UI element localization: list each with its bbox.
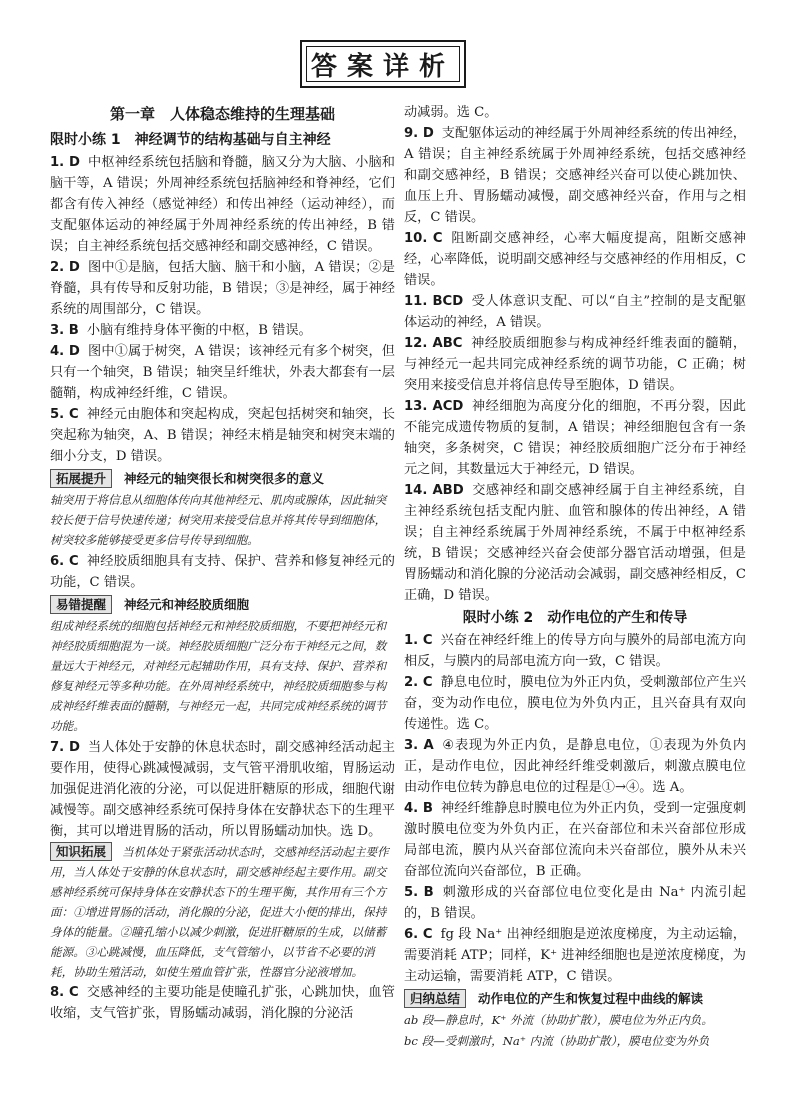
answer-text: 神经元由胞体和突起构成，突起包括树突和轴突，长突起称为轴突，A、B 错误；神经末梢是轴突和树突末端的细小分支，D 错误。 xyxy=(50,407,395,464)
note-box-body: 轴突用于将信息从细胞体传向其他神经元、肌肉或腺体，因此轴突较长便于信号快速传递；树突用来接受信息并将其传导到细胞体，树突较多能够接受更多信号传导到细胞。 xyxy=(50,493,387,547)
note-box-heading xyxy=(404,988,746,1010)
answer-continued: 动减弱。选 C。 xyxy=(404,105,498,120)
note-tag: 归纳总结 xyxy=(404,989,466,1008)
answer-item xyxy=(404,396,746,480)
answer-label: 7. D xyxy=(50,740,80,755)
answer-text: 受人体意识支配、可以“自主”控制的是支配躯体运动的神经，A 错误。 xyxy=(404,294,746,330)
answer-item xyxy=(404,228,746,291)
answer-text: 神经胶质细胞参与构成神经纤维表面的髓鞘，与神经元一起共同完成神经系统的调节功能，C 正确；树突用来接受信息并将信息传导至胞体，D 错误。 xyxy=(404,336,747,393)
answer-label: 3. B xyxy=(50,323,79,338)
note-box-body: 组成神经系统的细胞包括神经元和神经胶质细胞，不要把神经元和神经胶质细胞混为一谈。神经胶质细胞广泛分布于神经元之间，数量远大于神经元，对神经元起辅助作用，具有支持、保护、营养和修复神经元等多种功能。在外周神经系统中，神经胶质细胞参与构成神经纤维表面的髓鞘，与神经元一起，共同完成神经系统的调节功能。 xyxy=(50,619,387,733)
answer-text: 中枢神经系统包括脑和脊髓，脑又分为大脑、小脑和脑干等，A 错误；外周神经系统包括脑神经和脊神经，它们都含有传入神经（感觉神经）和传出神经（运动神经），而支配躯体运动的神经属于外周神经系统的传出神经，B 错误；自主神经系统包括交感神经和副交感神经，C 错误。 xyxy=(50,155,395,254)
note-tag: 易错提醒 xyxy=(50,595,112,614)
answer-item xyxy=(404,735,746,798)
answer-text: 小脑有维持身体平衡的中枢，B 错误。 xyxy=(86,323,312,338)
answer-label: 1. C xyxy=(404,633,433,648)
answer-item xyxy=(50,152,395,257)
banner-title: 答案详析 xyxy=(306,46,460,82)
note-topic: 神经元和神经胶质细胞 xyxy=(124,597,250,612)
answer-label: 2. D xyxy=(50,260,80,275)
note-box-heading xyxy=(50,468,395,490)
answer-label: 4. D xyxy=(50,344,80,359)
answer-text: 阻断副交感神经，心率大幅度提高，阻断交感神经，心率降低，说明副交感神经与交感神经的作用相反，C 错误。 xyxy=(404,231,746,288)
answer-text: 刺激形成的兴奋部位电位变化是由 Na⁺ 内流引起的，B 错误。 xyxy=(404,885,746,921)
answer-item xyxy=(404,798,746,882)
answer-label: 9. D xyxy=(404,126,434,141)
answer-item xyxy=(404,123,746,228)
answer-text: 图中①属于树突，A 错误；该神经元有多个树突，但只有一个轴突，B 错误；轴突呈纤维状，外表大都套有一层髓鞘，构成神经纤维，C 错误。 xyxy=(50,344,395,401)
answer-label: 11. BCD xyxy=(404,294,464,309)
note-tag: 知识拓展 xyxy=(50,842,112,861)
answer-item xyxy=(404,480,746,606)
section-title: 动作电位的产生和传导 xyxy=(547,610,688,626)
answer-item xyxy=(404,333,746,396)
note-tag: 拓展提升 xyxy=(50,469,112,488)
note-topic: 神经元的轴突很长和树突很多的意义 xyxy=(124,471,325,486)
answer-text: 交感神经的主要功能是使瞳孔扩张，心跳加快，血管收缩，支气管扩张，胃肠蠕动减弱，消化腺的分泌活 xyxy=(50,985,395,1021)
answer-label: 14. ABD xyxy=(404,483,464,498)
note-box-body: 当机体处于紧张活动状态时，交感神经活动起主要作用，当人体处于安静的休息状态时，副交感神经起主要作用。副交感神经系统可保持身体在安静状态下的生理平衡，其作用有三个方面：①增进胃肠的活动，消化腺的分泌，促进大小便的排出，保持身体的能量。②瞳孔缩小以减少刺激，促进肝糖原的生成，以储蓄能源。③心跳减慢，血压降低，支气管缩小，以节省不必要的消耗，协助生殖活动，如使生殖血管扩张，性器官分泌液增加。 xyxy=(50,845,389,979)
answer-item xyxy=(50,257,395,320)
section-number: 限时小练 1 xyxy=(50,132,121,148)
answer-item xyxy=(50,982,395,1024)
note-box-line: bc 段—受刺激时，Na⁺ 内流（协助扩散），膜电位变为外负 xyxy=(404,1034,710,1048)
answer-item xyxy=(404,924,746,987)
answer-text: 神经细胞为高度分化的细胞，不再分裂，因此不能完成遗传物质的复制，A 错误；神经细胞包含有一条轴突，多条树突，C 错误；神经胶质细胞广泛分布于神经元之间，其数量远大于神经元，D 错误。 xyxy=(404,399,746,477)
section-number: 限时小练 2 xyxy=(462,610,534,626)
answer-label: 6. C xyxy=(50,554,79,569)
answer-text: 兴奋在神经纤维上的传导方向与膜外的局部电流方向相反，与膜内的局部电流方向一致，C 错误。 xyxy=(404,633,746,669)
note-topic: 动作电位的产生和恢复过程中曲线的解读 xyxy=(478,991,704,1006)
answer-label: 1. D xyxy=(50,155,80,170)
answer-item xyxy=(404,882,746,924)
answer-banner xyxy=(300,40,466,88)
note-box-line: ab 段—静息时，K⁺ 外流（协助扩散），膜电位为外正内负。 xyxy=(404,1013,713,1027)
answer-label: 4. B xyxy=(404,801,433,816)
left-column xyxy=(50,102,395,1024)
note-box-inline xyxy=(50,842,395,982)
answer-label: 3. A xyxy=(404,738,434,753)
answer-label: 5. B xyxy=(404,885,434,900)
answer-label: 6. C xyxy=(404,927,433,942)
answer-text: ④表现为外正内负，是静息电位，①表现为外负内正，是动作电位，因此神经纤维受刺激后，刺激点膜电位由动作电位转为静息电位的过程是①→④。选 A。 xyxy=(404,738,747,795)
answer-item xyxy=(404,672,746,735)
answer-text: 静息电位时，膜电位为外正内负，受刺激部位产生兴奋，变为动作电位，膜电位为外负内正，且兴奋具有双向传递性。选 C。 xyxy=(404,675,746,732)
answer-text: 图中①是脑，包括大脑、脑干和小脑，A 错误；②是脊髓，具有传导和反射功能，B 错误；③是神经，属于神经系统的周围部分，C 错误。 xyxy=(50,260,395,317)
answer-label: 5. C xyxy=(50,407,79,422)
right-column xyxy=(404,102,746,1052)
answer-item xyxy=(404,291,746,333)
section-heading-2 xyxy=(404,606,746,630)
section-title: 神经调节的结构基础与自主神经 xyxy=(134,132,331,148)
answer-label: 10. C xyxy=(404,231,443,246)
note-box-heading xyxy=(50,594,395,616)
answer-label: 8. C xyxy=(50,985,79,1000)
chapter-title: 第一章 人体稳态维持的生理基础 xyxy=(109,105,335,123)
answer-text: 神经胶质细胞具有支持、保护、营养和修复神经元的功能，C 错误。 xyxy=(50,554,395,590)
answer-text: 支配躯体运动的神经属于外周神经系统的传出神经，A 错误；自主神经系统属于外周神经系统，包括交感神经和副交感神经，B 错误；交感神经兴奋可以使心跳加快、血压上升、胃肠蠕动减慢，副交感神经兴奋，作用与之相反，C 错误。 xyxy=(404,126,746,225)
answer-label: 2. C xyxy=(404,675,433,690)
answer-item xyxy=(404,630,746,672)
answer-item xyxy=(50,404,395,467)
answer-label: 13. ACD xyxy=(404,399,464,414)
answer-text: 神经纤维静息时膜电位为外正内负，受到一定强度刺激时膜电位变为外负内正，在兴奋部位和未兴奋部位形成局部电流，膜内从兴奋部位流向未兴奋部位，膜外从未兴奋部位流向兴奋部位，B 正确。 xyxy=(404,801,746,879)
answer-text: fg 段 Na⁺ 出神经细胞是逆浓度梯度，为主动运输，需要消耗 ATP；同样，K⁺ 进神经细胞也是逆浓度梯度，为主动运输，需要消耗 ATP，C 错误。 xyxy=(404,927,746,984)
answer-text: 交感神经和副交感神经属于自主神经系统，自主神经系统包括支配内脏、血管和腺体的传出神经，A 错误；自主神经系统属于外周神经系统，不属于中枢神经系统，B 错误；交感神经兴奋会使部分器官活动增强，但是胃肠蠕动和消化腺的分泌活动会减弱，副交感神经相反，C 正确，D 错误。 xyxy=(404,483,746,603)
answer-item xyxy=(50,320,395,341)
answer-item xyxy=(50,737,395,842)
answer-item xyxy=(50,341,395,404)
answer-text: 当人体处于安静的休息状态时，副交感神经活动起主要作用，使得心跳减慢减弱，支气管平滑肌收缩，胃肠运动加强促进消化液的分泌，可以促进肝糖原的形成，细胞代谢减慢等。副交感神经系统可保持身体在安静状态下的生理平衡，其可以增进胃肠的活动，所以胃肠蠕动加快。选 D。 xyxy=(50,740,395,839)
answer-label: 12. ABC xyxy=(404,336,463,351)
section-heading-1 xyxy=(50,128,395,152)
answer-item xyxy=(50,551,395,593)
